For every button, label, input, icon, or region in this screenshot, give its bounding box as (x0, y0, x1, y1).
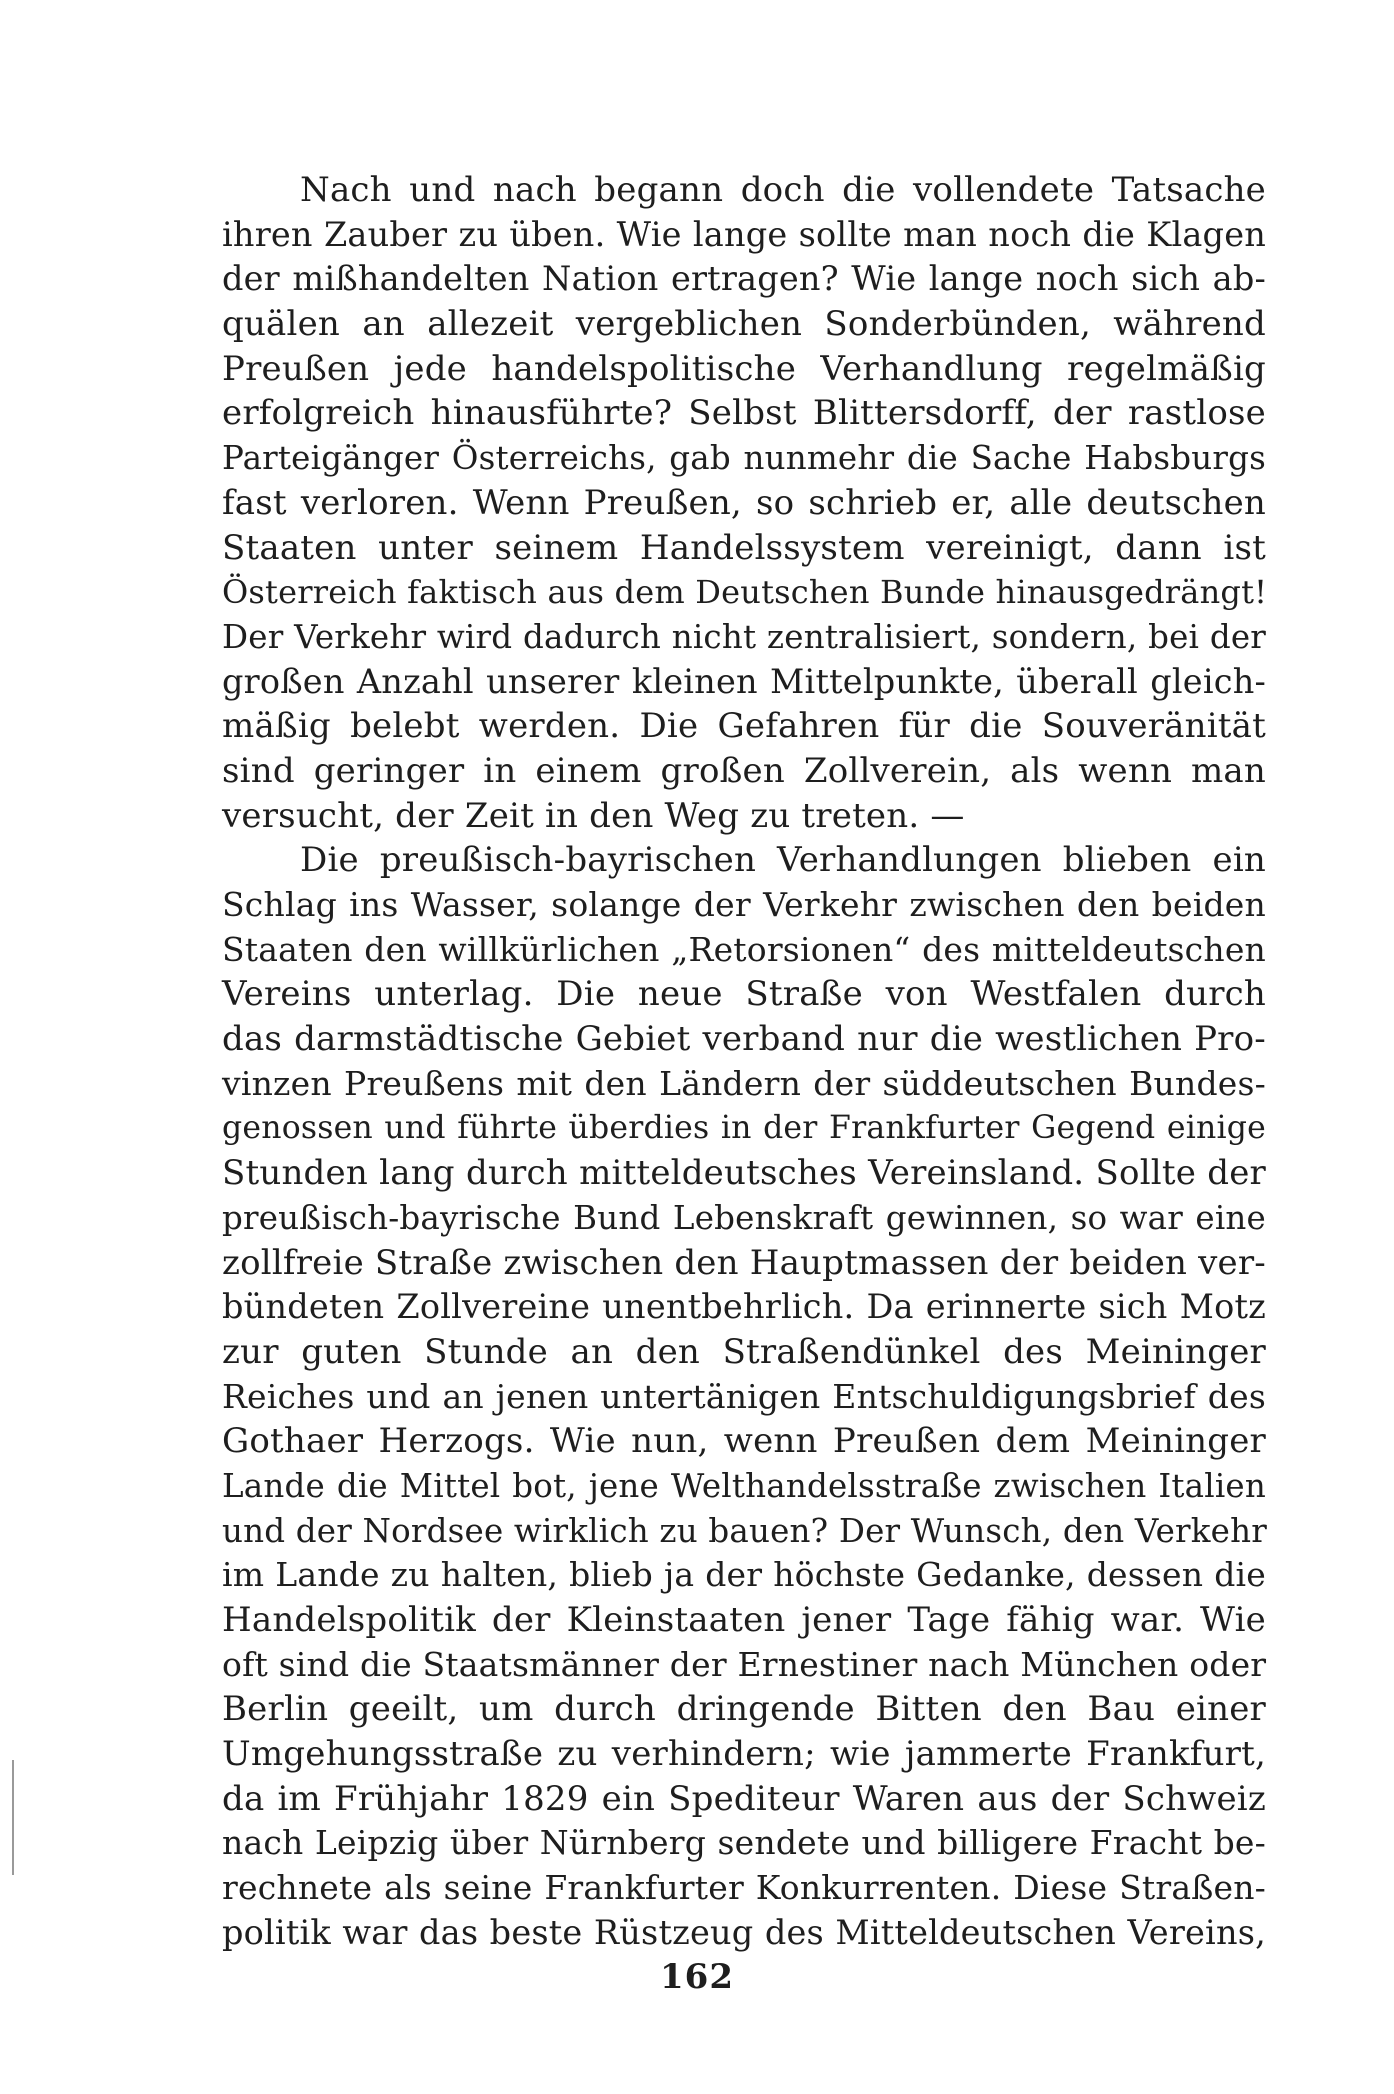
text-line: Staaten unter seinem Handelssystem vereinigt, dann ist (222, 527, 1266, 568)
text-line: zur guten Stunde an den Straßendünkel des Meininger (222, 1331, 1266, 1372)
text-line: genossen und führte überdies in der Frankfurter Gegend einige (222, 1110, 1266, 1147)
text-line: mäßig belebt werden. Die Gefahren für die Souveränität (222, 706, 1266, 747)
text-line: das darmstädtische Gebiet verband nur die westlichen Pro- (222, 1019, 1266, 1060)
text-line: fast verloren. Wenn Preußen, so schrieb er, alle deutschen (222, 482, 1266, 523)
text-line: da im Frühjahr 1829 ein Spediteur Waren aus der Schweiz (222, 1778, 1266, 1819)
text-line: Handelspolitik der Kleinstaaten jener Tage fähig war. Wie (222, 1600, 1266, 1640)
text-line: Staaten den willkürlichen „Retorsionen“ des mitteldeutschen (222, 929, 1266, 969)
text-line: Berlin geeilt, um durch dringende Bitten den Bau einer (222, 1689, 1266, 1730)
paragraph (222, 838, 1266, 1955)
text-line: oft sind die Staatsmänner der Ernestiner nach München oder (222, 1644, 1267, 1684)
text-line: Schlag ins Wasser, solange der Verkehr zwischen den beiden (222, 885, 1266, 924)
text-line: Parteigänger Österreichs, gab nunmehr die Sache Habsburgs (222, 439, 1266, 478)
text-line: Preußen jede handelspolitische Verhandlung regelmäßig (222, 348, 1266, 389)
text-line: rechnete als seine Frankfurter Konkurrenten. Diese Straßen- (222, 1868, 1266, 1908)
text-line: quälen an allezeit vergeblichen Sonderbünden, während (222, 304, 1266, 345)
text-line: erfolgreich hinausführte? Selbst Blittersdorff, der rastlose (222, 393, 1266, 434)
text-line: ihren Zauber zu üben. Wie lange sollte man noch die Klagen (222, 214, 1266, 254)
paragraph (222, 168, 1266, 838)
text-line: bündeten Zollvereine unentbehrlich. Da erinnerte sich Motz (222, 1287, 1266, 1327)
text-line: versucht, der Zeit in den Weg zu treten. — (222, 795, 965, 836)
text-line: Nach und nach begann doch die vollendete Tatsache (300, 170, 1266, 210)
text-line: der mißhandelten Nation ertragen? Wie lange noch sich ab- (222, 259, 1266, 299)
text-line: großen Anzahl unserer kleinen Mittelpunkte, überall gleich- (222, 661, 1266, 701)
text-line: Lande die Mittel bot, jene Welthandelsstraße zwischen Italien (222, 1466, 1266, 1505)
text-line: und der Nordsee wirklich zu bauen? Der Wunsch, den Verkehr (222, 1511, 1267, 1550)
page-number: 162 (660, 1957, 734, 1997)
text-line: im Lande zu halten, blieb ja der höchste Gedanke, dessen die (222, 1555, 1266, 1595)
text-line: preußisch-bayrische Bund Lebenskraft gewinnen, so war eine (222, 1198, 1266, 1237)
text-line: Die preußisch-bayrischen Verhandlungen blieben ein (300, 840, 1266, 881)
text-line: Stunden lang durch mitteldeutsches Vereinsland. Sollte der (222, 1153, 1266, 1194)
text-line: politik war das beste Rüstzeug des Mitteldeutschen Vereins, (222, 1912, 1266, 1952)
text-line: nach Leipzig über Nürnberg sendete und billigere Fracht be- (222, 1823, 1266, 1863)
text-line: Umgehungsstraße zu verhindern; wie jammerte Frankfurt, (222, 1734, 1266, 1775)
text-line: Der Verkehr wird dadurch nicht zentralisiert, sondern, bei der (222, 617, 1266, 656)
margin-mark (12, 1760, 14, 1875)
text-line: Vereins unterlag. Die neue Straße von Westfalen durch (222, 974, 1266, 1015)
text-line: Österreich faktisch aus dem Deutschen Bunde hinausgedrängt! (222, 573, 1268, 612)
text-line: zollfreie Straße zwischen den Hauptmassen der beiden ver- (222, 1242, 1266, 1283)
text-line: Reiches und an jenen untertänigen Entschuldigungsbrief des (222, 1376, 1266, 1416)
body-text (222, 168, 1266, 1956)
text-line: sind geringer in einem großen Zollverein, als wenn man (222, 750, 1266, 791)
text-line: vinzen Preußens mit den Ländern der süddeutschen Bundes- (222, 1063, 1266, 1103)
text-line: Gothaer Herzogs. Wie nun, wenn Preußen dem Meininger (222, 1421, 1266, 1462)
